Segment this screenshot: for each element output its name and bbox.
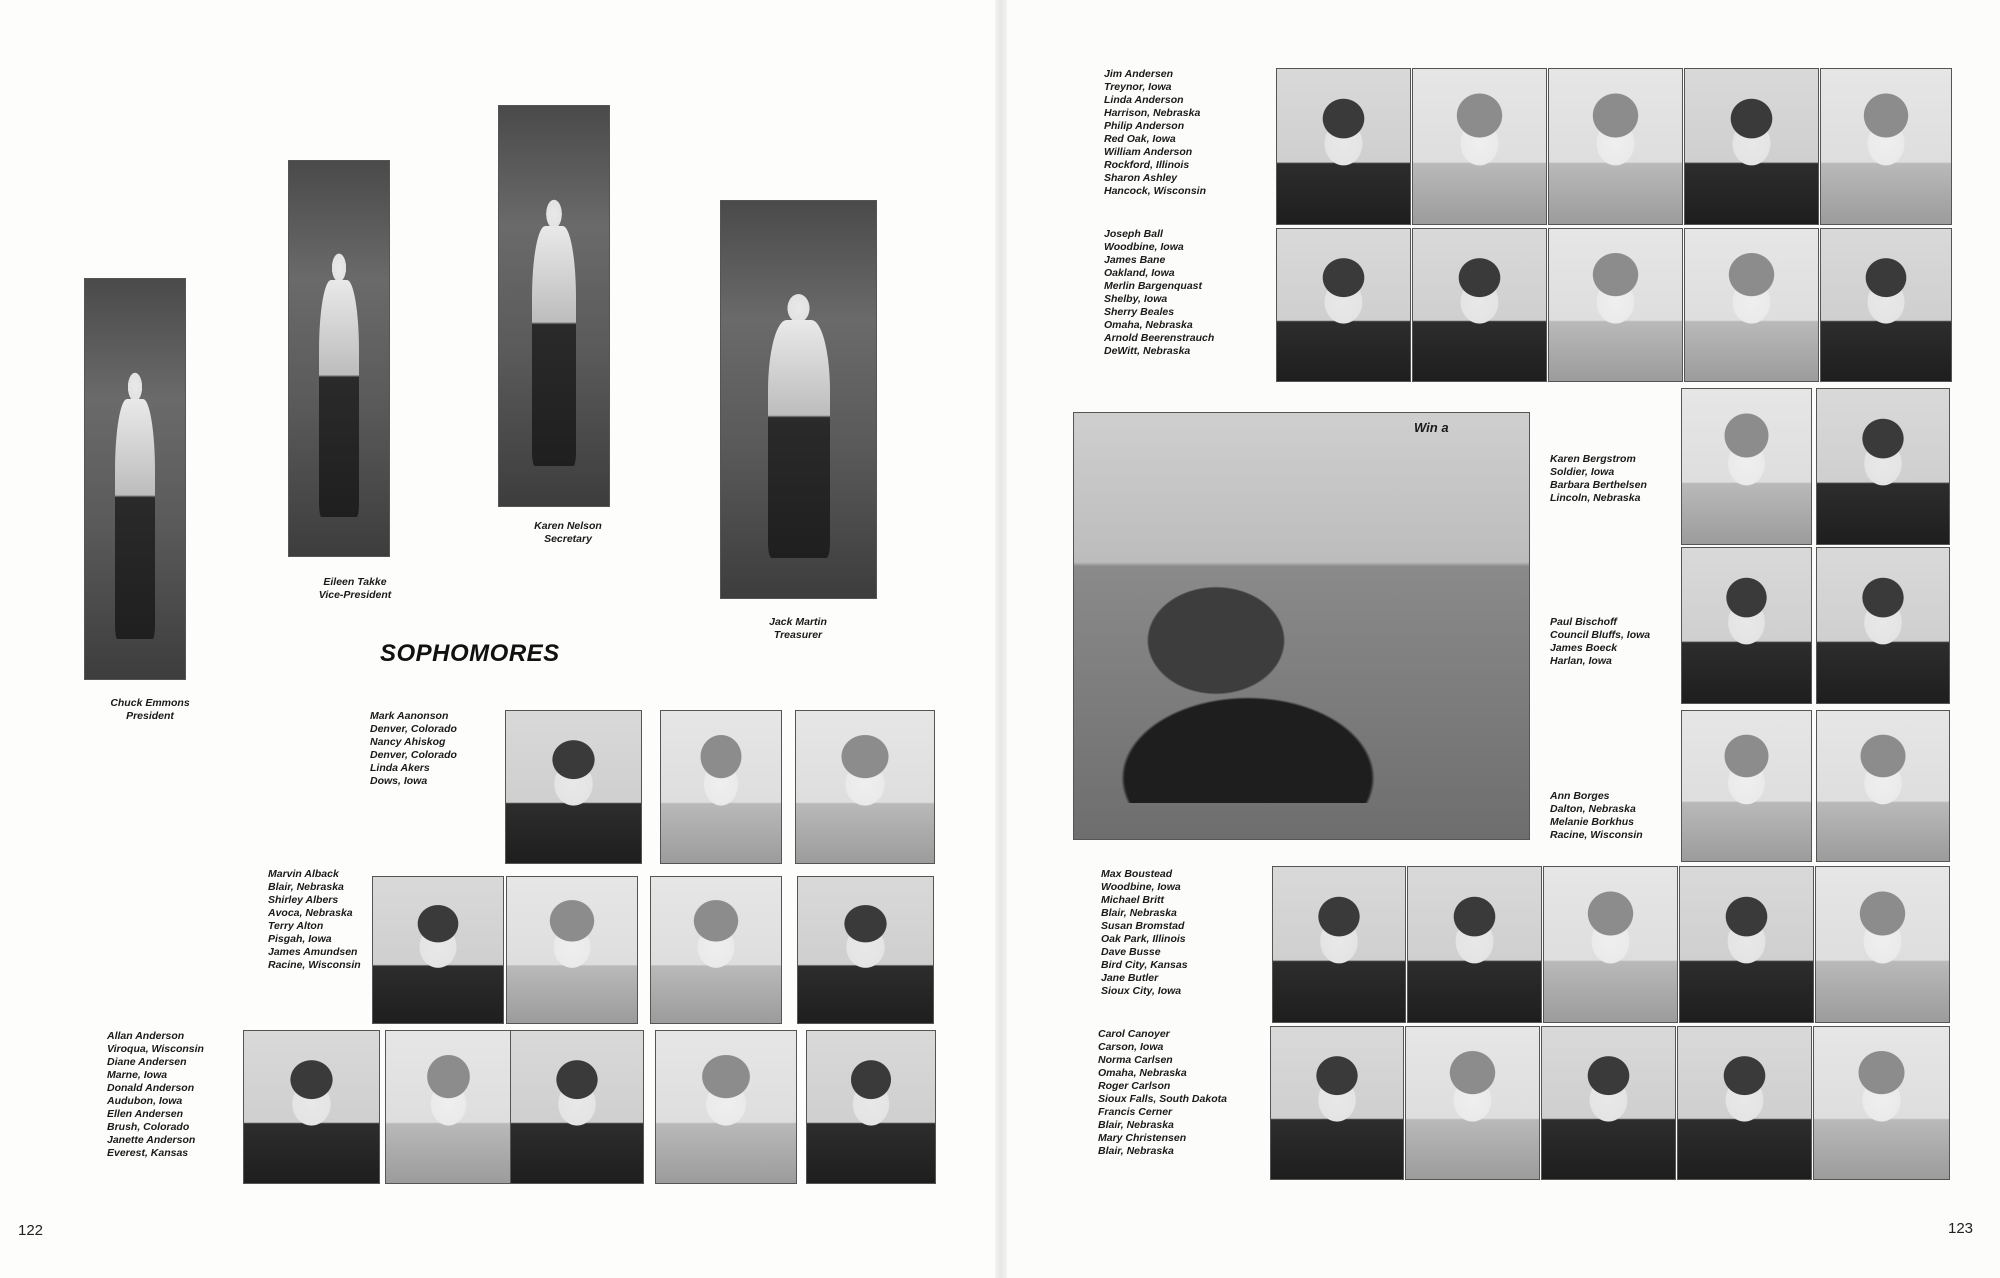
officer-role: Secretary <box>544 533 592 545</box>
student-name: Merlin Bargenquast <box>1104 280 1203 292</box>
name-list-left-row-1 <box>370 710 457 788</box>
portrait-photo <box>660 710 782 864</box>
portrait-photo <box>1816 547 1950 704</box>
officer-name: Karen Nelson <box>534 520 602 532</box>
officer-caption-secretary <box>498 520 638 546</box>
student-town: Sioux City, Iowa <box>1101 985 1182 997</box>
student-town: Racine, Wisconsin <box>1550 829 1643 841</box>
student-name: Paul Bischoff <box>1550 616 1617 628</box>
portrait-photo <box>1815 866 1950 1023</box>
portrait-photo <box>1548 228 1683 382</box>
portrait-photo <box>797 876 934 1024</box>
portrait-photo <box>243 1030 380 1184</box>
name-list-right-row-2 <box>1104 228 1214 358</box>
portrait-photo <box>650 876 782 1024</box>
officer-caption-president <box>80 697 220 723</box>
portrait-photo <box>1816 388 1950 545</box>
student-name: Barbara Berthelsen <box>1550 479 1647 491</box>
officer-caption-vice-president <box>285 576 425 602</box>
student-name: James Bane <box>1104 254 1166 266</box>
student-name: Michael Britt <box>1101 894 1165 906</box>
student-town: DeWitt, Nebraska <box>1104 345 1191 357</box>
name-list-right-row-3 <box>1550 453 1647 505</box>
student-name: Dave Busse <box>1101 946 1161 958</box>
portrait-photo <box>1412 68 1547 225</box>
officer-name: Chuck Emmons <box>110 697 190 709</box>
officer-photo-secretary <box>498 105 610 507</box>
portrait-photo <box>372 876 504 1024</box>
page-number-right: 123 <box>1948 1220 1974 1237</box>
page-gutter <box>995 0 1007 1278</box>
student-name: Francis Cerner <box>1098 1106 1173 1118</box>
section-title: SOPHOMORES <box>380 640 560 667</box>
portrait-photo <box>1813 1026 1950 1180</box>
student-town: Treynor, Iowa <box>1104 81 1172 93</box>
portrait-photo <box>1816 710 1950 862</box>
student-name: Jane Butler <box>1101 972 1159 984</box>
student-town: Harrison, Nebraska <box>1104 107 1201 119</box>
student-town: Audubon, Iowa <box>107 1095 183 1107</box>
student-name: Janette Anderson <box>107 1134 196 1146</box>
student-town: Council Bluffs, Iowa <box>1550 629 1651 641</box>
student-name: Karen Bergstrom <box>1550 453 1636 465</box>
portrait-photo <box>1684 228 1819 382</box>
student-town: Bird City, Kansas <box>1101 959 1188 971</box>
officer-name: Eileen Takke <box>323 576 387 588</box>
student-name: Joseph Ball <box>1104 228 1163 240</box>
portrait-photo <box>506 876 638 1024</box>
portrait-photo <box>1276 68 1411 225</box>
portrait-photo <box>1548 68 1683 225</box>
student-town: Carson, Iowa <box>1098 1041 1164 1053</box>
portrait-photo <box>655 1030 797 1184</box>
student-town: Oakland, Iowa <box>1104 267 1175 279</box>
portrait-photo <box>1541 1026 1676 1180</box>
student-town: Pisgah, Iowa <box>268 933 332 945</box>
student-name: Ann Borges <box>1550 790 1610 802</box>
student-town: Brush, Colorado <box>107 1121 190 1133</box>
student-name: Donald Anderson <box>107 1082 195 1094</box>
portrait-photo <box>1405 1026 1540 1180</box>
portrait-photo <box>1677 1026 1812 1180</box>
officer-role: Treasurer <box>773 629 823 641</box>
portrait-photo <box>1412 228 1547 382</box>
student-town: Blair, Nebraska <box>1098 1145 1174 1157</box>
student-town: Sioux Falls, South Dakota <box>1098 1093 1227 1105</box>
name-list-left-row-2 <box>268 868 361 972</box>
name-list-right-row-5 <box>1550 790 1643 842</box>
student-town: Red Oak, Iowa <box>1104 133 1176 145</box>
student-town: Oak Park, Illinois <box>1101 933 1186 945</box>
tv-viewing-photo <box>1073 412 1530 840</box>
portrait-photo <box>1407 866 1542 1023</box>
student-town: Denver, Colorado <box>370 749 457 761</box>
student-name: Susan Bromstad <box>1101 920 1185 932</box>
viewer-silhouette <box>1104 553 1424 803</box>
student-town: Viroqua, Wisconsin <box>107 1043 204 1055</box>
student-name: Carol Canoyer <box>1098 1028 1170 1040</box>
portrait-photo <box>510 1030 644 1184</box>
student-name: Sherry Beales <box>1104 306 1175 318</box>
tv-sign: Win a <box>1414 420 1449 435</box>
student-name: Linda Anderson <box>1104 94 1184 106</box>
student-name: Arnold Beerenstrauch <box>1104 332 1215 344</box>
student-town: Avoca, Nebraska <box>268 907 353 919</box>
portrait-photo <box>505 710 642 864</box>
student-town: Omaha, Nebraska <box>1098 1067 1187 1079</box>
student-name: William Anderson <box>1104 146 1193 158</box>
student-town: Soldier, Iowa <box>1550 466 1615 478</box>
portrait-photo <box>385 1030 512 1184</box>
student-name: Mary Christensen <box>1098 1132 1187 1144</box>
student-town: Dows, Iowa <box>370 775 428 787</box>
portrait-photo <box>1543 866 1678 1023</box>
portrait-photo <box>1681 710 1812 862</box>
student-town: Harlan, Iowa <box>1550 655 1612 667</box>
student-name: Diane Andersen <box>107 1056 187 1068</box>
student-town: Woodbine, Iowa <box>1104 241 1184 253</box>
student-town: Marne, Iowa <box>107 1069 168 1081</box>
student-name: Sharon Ashley <box>1104 172 1178 184</box>
student-town: Blair, Nebraska <box>1098 1119 1174 1131</box>
portrait-photo <box>1276 228 1411 382</box>
student-name: Jim Andersen <box>1104 68 1174 80</box>
student-name: Linda Akers <box>370 762 430 774</box>
student-name: Melanie Borkhus <box>1550 816 1635 828</box>
student-name: Norma Carlsen <box>1098 1054 1173 1066</box>
officer-photo-treasurer <box>720 200 877 599</box>
student-town: Dalton, Nebraska <box>1550 803 1636 815</box>
portrait-photo <box>1820 68 1952 225</box>
portrait-photo <box>1684 68 1819 225</box>
student-name: Ellen Andersen <box>107 1108 184 1120</box>
student-town: Shelby, Iowa <box>1104 293 1168 305</box>
name-list-right-row-1 <box>1104 68 1206 198</box>
student-name: Nancy Ahiskog <box>370 736 446 748</box>
student-town: Denver, Colorado <box>370 723 457 735</box>
student-name: Max Boustead <box>1101 868 1173 880</box>
name-list-left-row-3 <box>107 1030 204 1160</box>
student-town: Blair, Nebraska <box>1101 907 1177 919</box>
student-town: Rockford, Illinois <box>1104 159 1190 171</box>
officer-role: Vice-President <box>318 589 392 601</box>
student-name: Allan Anderson <box>107 1030 185 1042</box>
officer-photo-vice-president <box>288 160 390 557</box>
portrait-photo <box>806 1030 936 1184</box>
portrait-photo <box>1681 388 1812 545</box>
portrait-photo <box>1679 866 1814 1023</box>
officer-caption-treasurer <box>728 616 868 642</box>
officer-role: President <box>126 710 174 722</box>
student-name: James Amundsen <box>268 946 358 958</box>
officer-photo-president <box>84 278 186 680</box>
student-town: Woodbine, Iowa <box>1101 881 1181 893</box>
officer-name: Jack Martin <box>769 616 827 628</box>
portrait-photo <box>1820 228 1952 382</box>
student-town: Lincoln, Nebraska <box>1550 492 1641 504</box>
portrait-photo <box>1681 547 1812 704</box>
student-name: Shirley Albers <box>268 894 339 906</box>
portrait-photo <box>1270 1026 1404 1180</box>
student-town: Blair, Nebraska <box>268 881 344 893</box>
student-name: Mark Aanonson <box>370 710 449 722</box>
student-town: Omaha, Nebraska <box>1104 319 1193 331</box>
name-list-right-row-4 <box>1550 616 1650 668</box>
student-name: James Boeck <box>1550 642 1618 654</box>
portrait-photo <box>795 710 935 864</box>
student-town: Everest, Kansas <box>107 1147 189 1159</box>
student-town: Hancock, Wisconsin <box>1104 185 1207 197</box>
name-list-right-row-7 <box>1098 1028 1227 1158</box>
portrait-photo <box>1272 866 1406 1023</box>
student-name: Marvin Alback <box>268 868 339 880</box>
student-name: Terry Alton <box>268 920 324 932</box>
student-name: Philip Anderson <box>1104 120 1185 132</box>
name-list-right-row-6 <box>1101 868 1188 998</box>
student-name: Roger Carlson <box>1098 1080 1171 1092</box>
page-number-left: 122 <box>18 1222 44 1239</box>
student-town: Racine, Wisconsin <box>268 959 361 971</box>
